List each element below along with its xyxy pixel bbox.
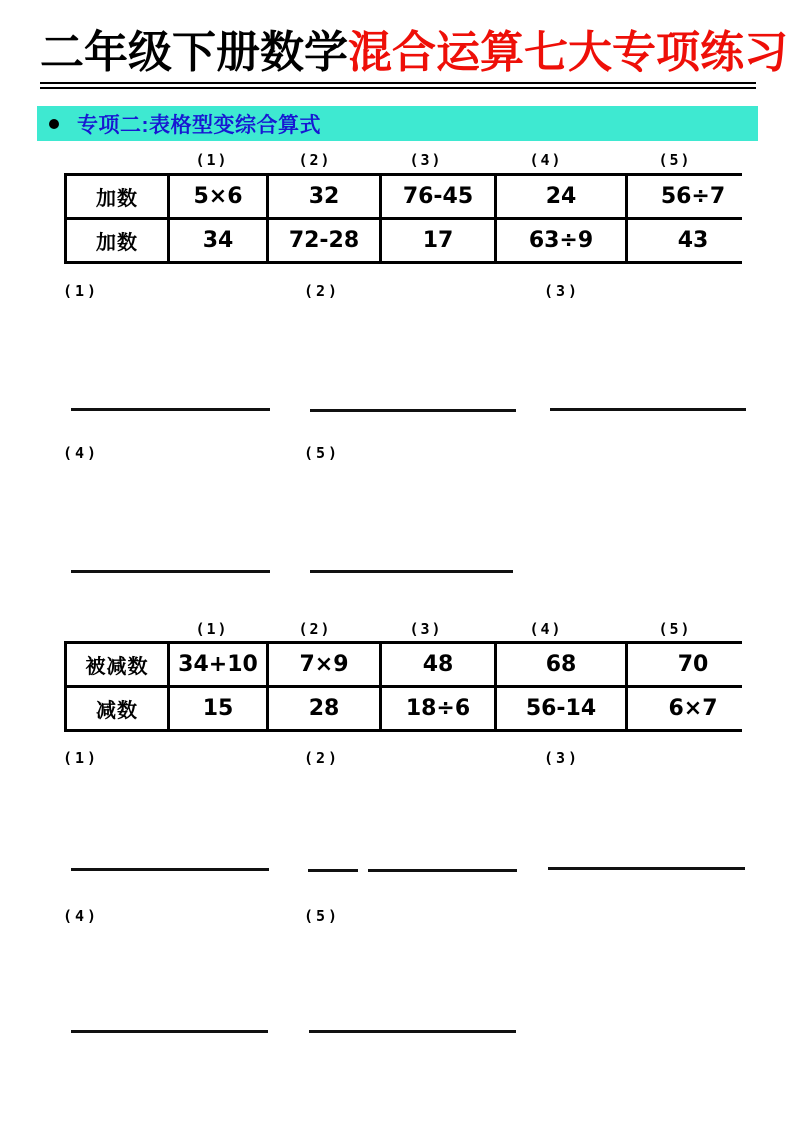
table2-column-headers — [64, 620, 742, 638]
addends-table — [64, 173, 742, 264]
column-header: (4) — [529, 620, 563, 638]
answer-blank-line — [550, 408, 746, 411]
question-label: (4) — [63, 907, 100, 925]
table-cell: 56-14 — [497, 688, 625, 729]
column-header: (5) — [658, 620, 692, 638]
table-cell: 15 — [170, 688, 266, 729]
table-cell: 32 — [269, 176, 379, 217]
row-label: 被减数 — [67, 644, 167, 685]
answer-blank-line — [309, 1030, 516, 1033]
question-label: (5) — [304, 907, 341, 925]
question-label: (1) — [63, 282, 100, 300]
question-label: (4) — [63, 444, 100, 462]
column-header: (1) — [195, 151, 229, 169]
table-cell: 5×6 — [170, 176, 266, 217]
table-cell: 43 — [628, 220, 758, 261]
table-cell: 6×7 — [628, 688, 758, 729]
table1-column-headers — [64, 151, 742, 169]
table-cell: 24 — [497, 176, 625, 217]
table-cell: 18÷6 — [382, 688, 494, 729]
table-cell: 68 — [497, 644, 625, 685]
question-label: (2) — [304, 282, 341, 300]
table-cell: 70 — [628, 644, 758, 685]
answer-blank-line — [310, 409, 516, 412]
column-header: (5) — [658, 151, 692, 169]
answer-blank-line — [548, 867, 745, 870]
table-cell: 34 — [170, 220, 266, 261]
answer-blank-line — [310, 570, 513, 573]
table-cell: 34+10 — [170, 644, 266, 685]
header-spacer — [64, 620, 164, 638]
table-cell: 7×9 — [269, 644, 379, 685]
question-label: (3) — [544, 749, 581, 767]
column-header: (3) — [409, 151, 443, 169]
header-spacer — [64, 151, 164, 169]
table-cell: 72-28 — [269, 220, 379, 261]
answer-blank-line — [71, 868, 269, 871]
answer-blank-line — [71, 570, 270, 573]
section-banner — [37, 106, 758, 141]
title-red-text: 混合运算七大专项练习 — [348, 28, 788, 77]
question-label: (3) — [544, 282, 581, 300]
answer-blank-line — [308, 869, 358, 872]
answer-blank-line — [71, 1030, 268, 1033]
row-label: 加数 — [67, 176, 167, 217]
column-header: (2) — [298, 620, 332, 638]
table-cell: 56÷7 — [628, 176, 758, 217]
title-black-text: 二年级下册数学 — [40, 28, 348, 77]
table-cell: 63÷9 — [497, 220, 625, 261]
question-label: (2) — [304, 749, 341, 767]
column-header: (2) — [298, 151, 332, 169]
question-label: (5) — [304, 444, 341, 462]
answer-blank-line — [71, 408, 270, 411]
column-header: (4) — [529, 151, 563, 169]
column-header: (1) — [195, 620, 229, 638]
table-cell: 17 — [382, 220, 494, 261]
row-label: 加数 — [67, 220, 167, 261]
bullet-icon — [49, 119, 59, 129]
table-cell: 76-45 — [382, 176, 494, 217]
question-label: (1) — [63, 749, 100, 767]
subtraction-table — [64, 641, 742, 732]
answer-blank-line — [368, 869, 517, 872]
table-cell: 48 — [382, 644, 494, 685]
column-header: (3) — [409, 620, 443, 638]
table-cell: 28 — [269, 688, 379, 729]
section-label: 专项二:表格型变综合算式 — [77, 113, 321, 137]
page-title — [40, 26, 788, 89]
row-label: 减数 — [67, 688, 167, 729]
